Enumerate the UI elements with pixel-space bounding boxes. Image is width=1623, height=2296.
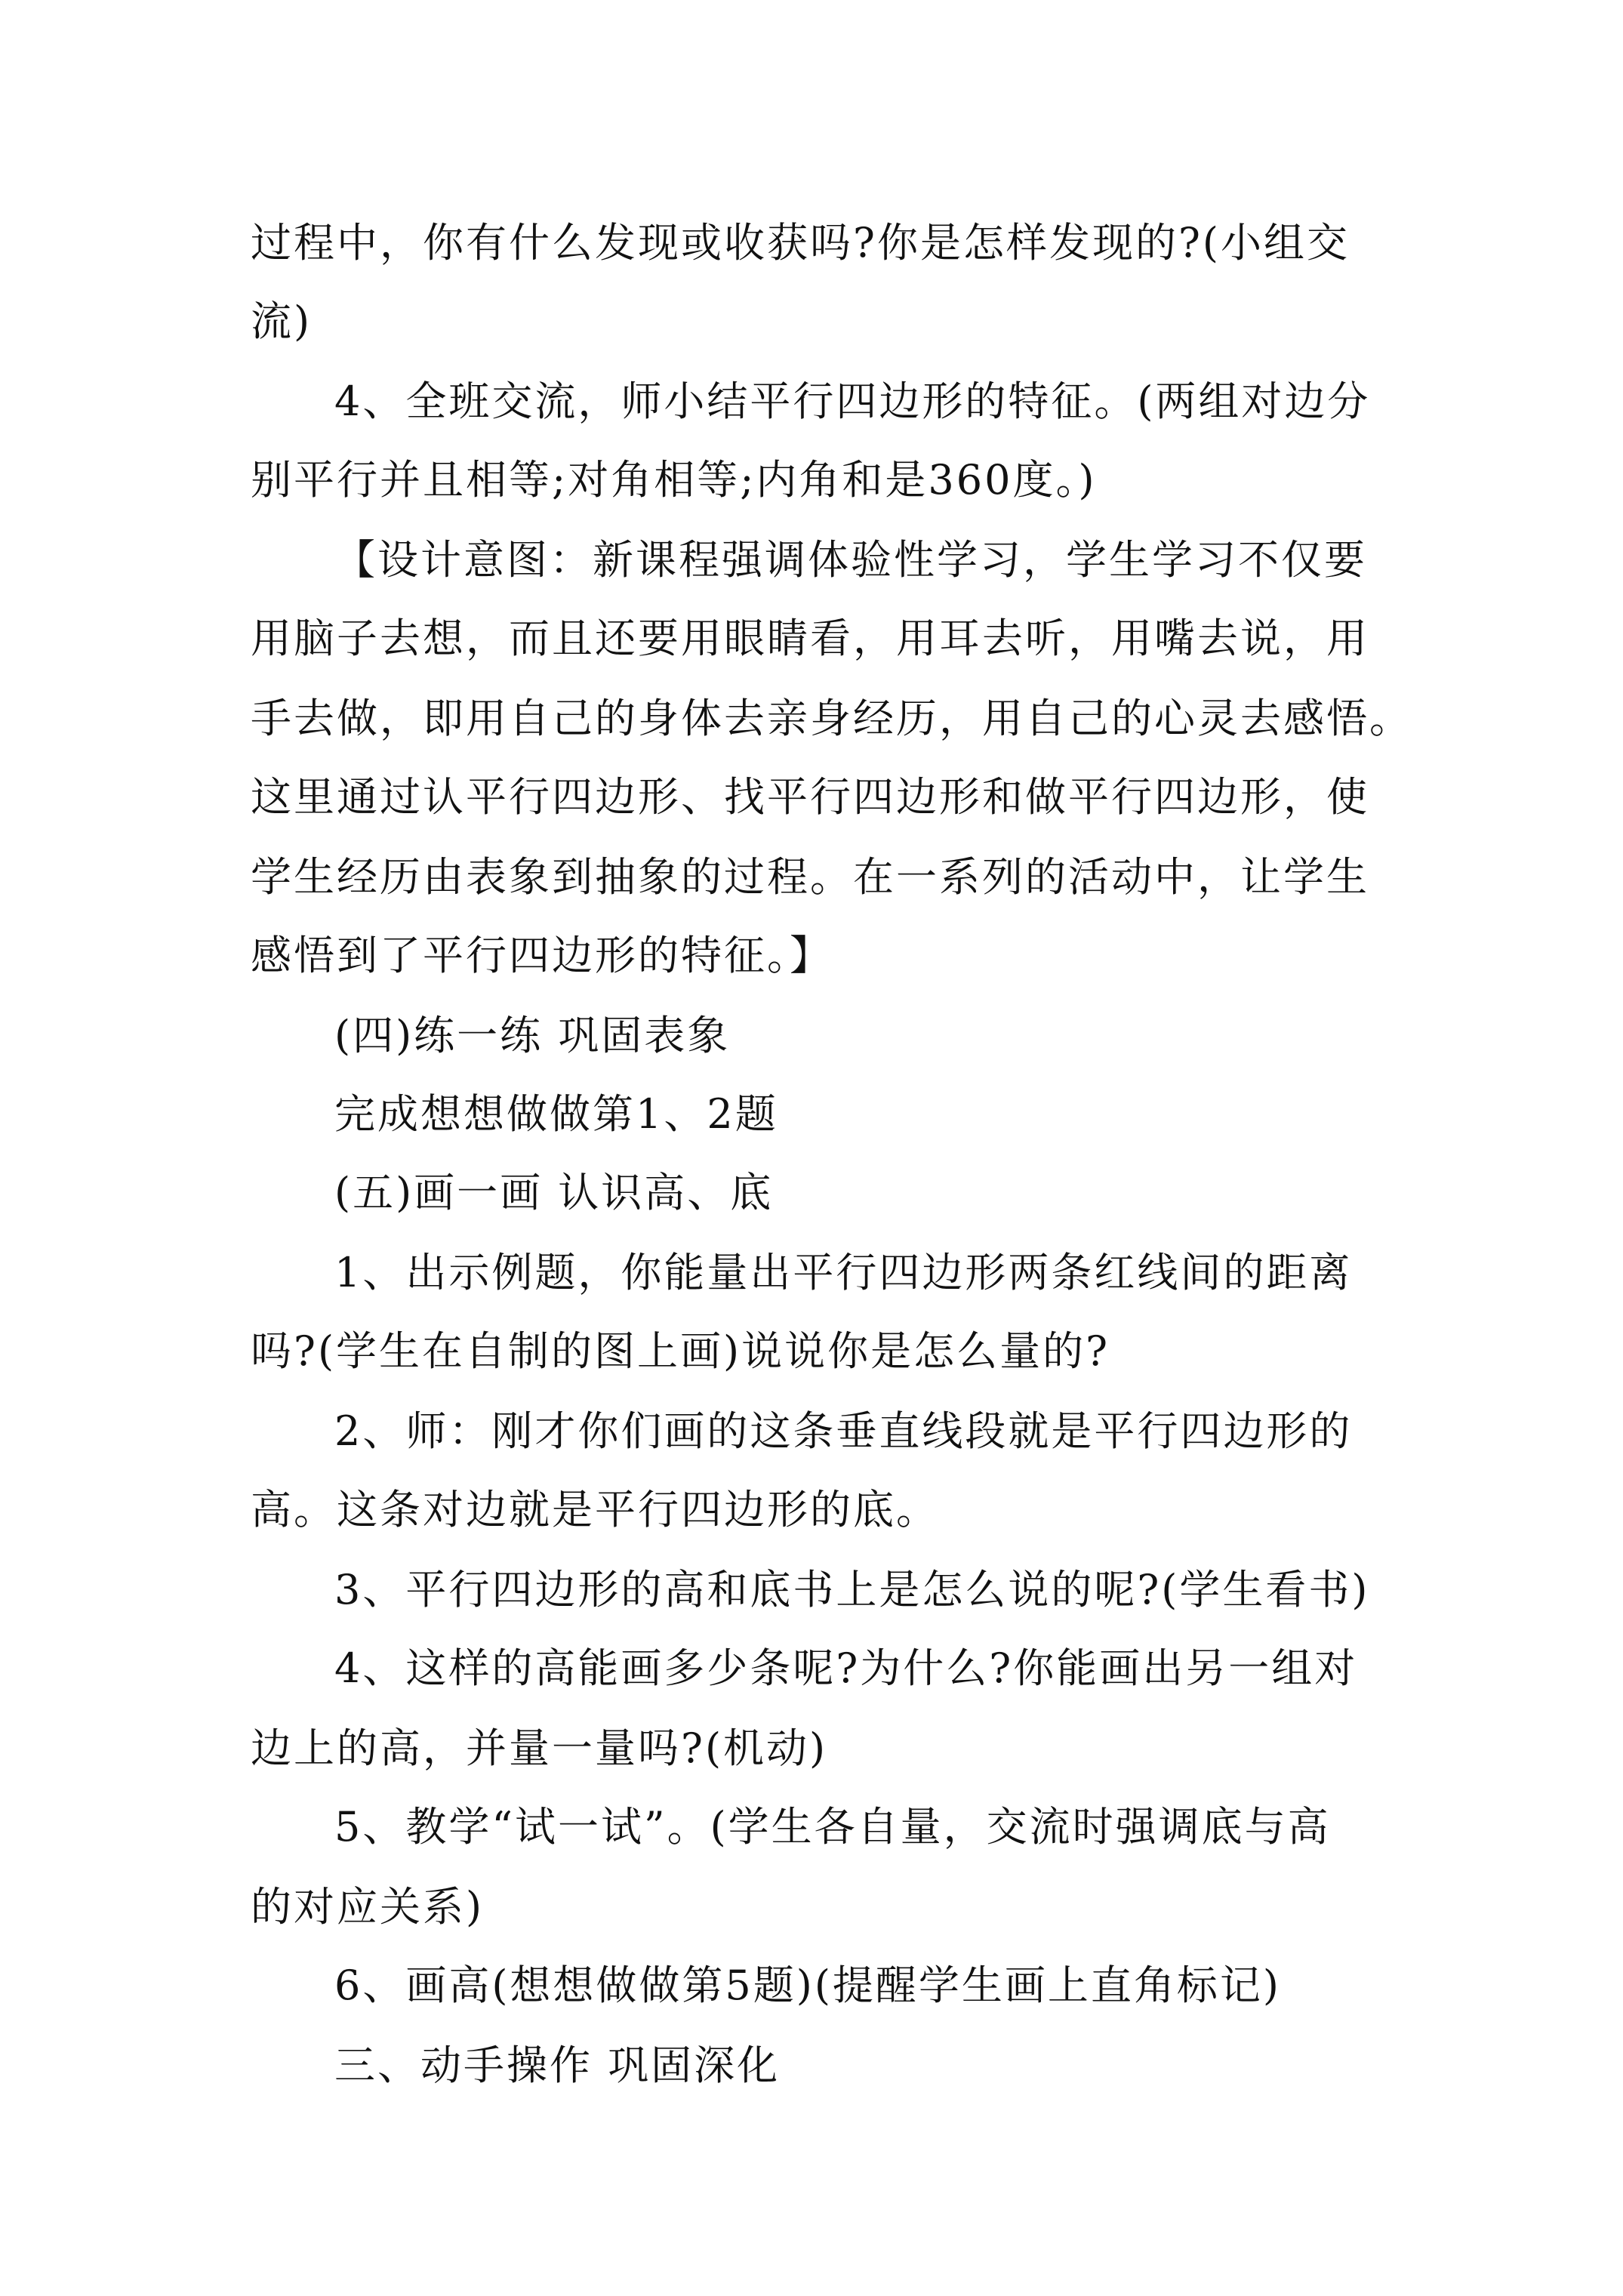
paragraph-line: 3、平行四边形的高和底书上是怎么说的呢?(学生看书)	[334, 1566, 1370, 1613]
paragraph-line: 完成想想做做第1、2题	[334, 1090, 778, 1138]
paragraph-line: 4、这样的高能画多少条呢?为什么?你能画出另一组对	[334, 1644, 1358, 1692]
paragraph-line: 5、教学“试一试”。(学生各自量，交流时强调底与高	[334, 1803, 1331, 1851]
paragraph-line: 过程中，你有什么发现或收获吗?你是怎样发现的?(小组交	[251, 219, 1350, 267]
design-intent-line: 【设计意图：新课程强调体验性学习，学生学习不仅要	[334, 536, 1367, 584]
design-intent-line: 学生经历由表象到抽象的过程。在一系列的活动中，让学生	[251, 853, 1369, 901]
paragraph-line: 4、全班交流，师小结平行四边形的特征。(两组对边分	[334, 378, 1371, 425]
paragraph-line: 边上的高，并量一量吗?(机动)	[251, 1724, 828, 1772]
section-heading: (四)练一练 巩固表象	[334, 1012, 731, 1059]
section-heading: (五)画一画 认识高、底	[334, 1169, 774, 1216]
paragraph-line: 别平行并且相等;对角相等;内角和是360度。)	[251, 456, 1097, 504]
paragraph-line: 流)	[251, 297, 313, 345]
paragraph-line: 吗?(学生在自制的图上画)说说你是怎么量的?	[251, 1327, 1110, 1375]
design-intent-line: 感悟到了平行四边形的特征。】	[251, 932, 833, 979]
paragraph-line: 1、出示例题，你能量出平行四边形两条红线间的距离	[334, 1249, 1353, 1296]
paragraph-line: 6、画高(想想做做第5题)(提醒学生画上直角标记)	[334, 1962, 1281, 2009]
design-intent-line: 用脑子去想，而且还要用眼睛看，用耳去听，用嘴去说，用	[251, 615, 1369, 662]
paragraph-line: 的对应关系)	[251, 1883, 485, 1931]
design-intent-line: 手去做，即用自己的身体去亲身经历，用自己的心灵去感悟。	[251, 695, 1412, 742]
paragraph-line: 高。这条对边就是平行四边形的底。	[251, 1486, 939, 1533]
section-heading: 三、动手操作 巩固深化	[334, 2042, 781, 2089]
design-intent-line: 这里通过认平行四边形、找平行四边形和做平行四边形，使	[251, 773, 1369, 821]
paragraph-line: 2、师：刚才你们画的这条垂直线段就是平行四边形的	[334, 1407, 1353, 1455]
